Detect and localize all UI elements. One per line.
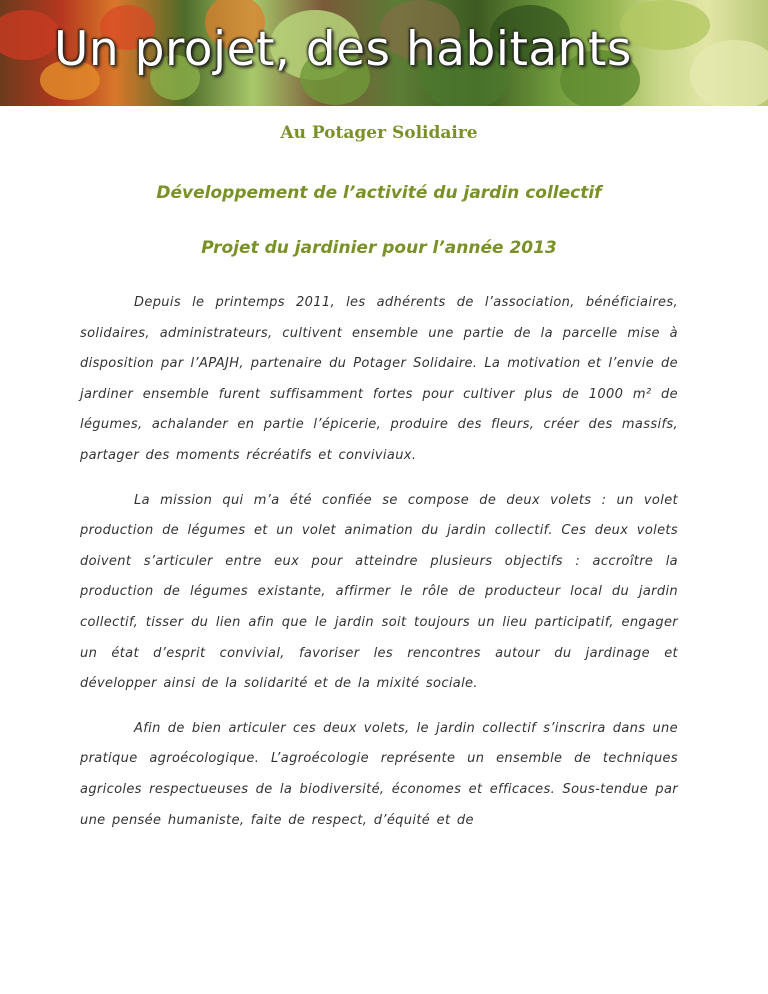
paragraph: Depuis le printemps 2011, les adhérents de l’association, bénéficiaires, solidaires, administrateurs, cultivent ensemble une partie de la parcelle mise à disposition par l’APAJH, partenaire du Potager Solidaire. La motivation et l’envie de jardiner ensemble furent suffisamment fortes pour cultiver plus de 1000 m² de légumes, achalander en partie l’épicerie, produire des fleurs, créer des massifs, partager des moments récréatifs et conviviaux. [80, 295, 678, 463]
section-subtitle: Développement de l’activité du jardin collectif [156, 183, 602, 203]
org-title: Au Potager Solidaire [280, 123, 478, 143]
paragraph: Afin de bien articuler ces deux volets, le jardin collectif s’inscrira dans une pratique agroécologique. L’agroécologie représente un ensemble de techniques agricoles respectueuses de la biodiversité, économes et efficaces. Sous-tendue par une pensée humaniste, faite de respect, d’équité et de [80, 720, 678, 828]
document-body [80, 106, 678, 836]
paragraph: La mission qui m’a été confiée se compose de deux volets : un volet production de légumes et un volet animation du jardin collectif. Ces deux volets doivent s’articuler entre eux pour atteindre plusieurs objectifs : accroître la production de légumes existante, affirmer le rôle de producteur local du jardin collectif, tisser du lien afin que le jardin soit toujours un lieu participatif, engager un état d’esprit convivial, favoriser les rencontres autour du jardinage et développer ainsi de la solidarité et de la mixité sociale. [80, 492, 678, 692]
header-banner [0, 0, 768, 106]
banner-title: Un projet, des habitants [54, 22, 632, 77]
project-subtitle: Projet du jardinier pour l’année 2013 [201, 238, 557, 258]
